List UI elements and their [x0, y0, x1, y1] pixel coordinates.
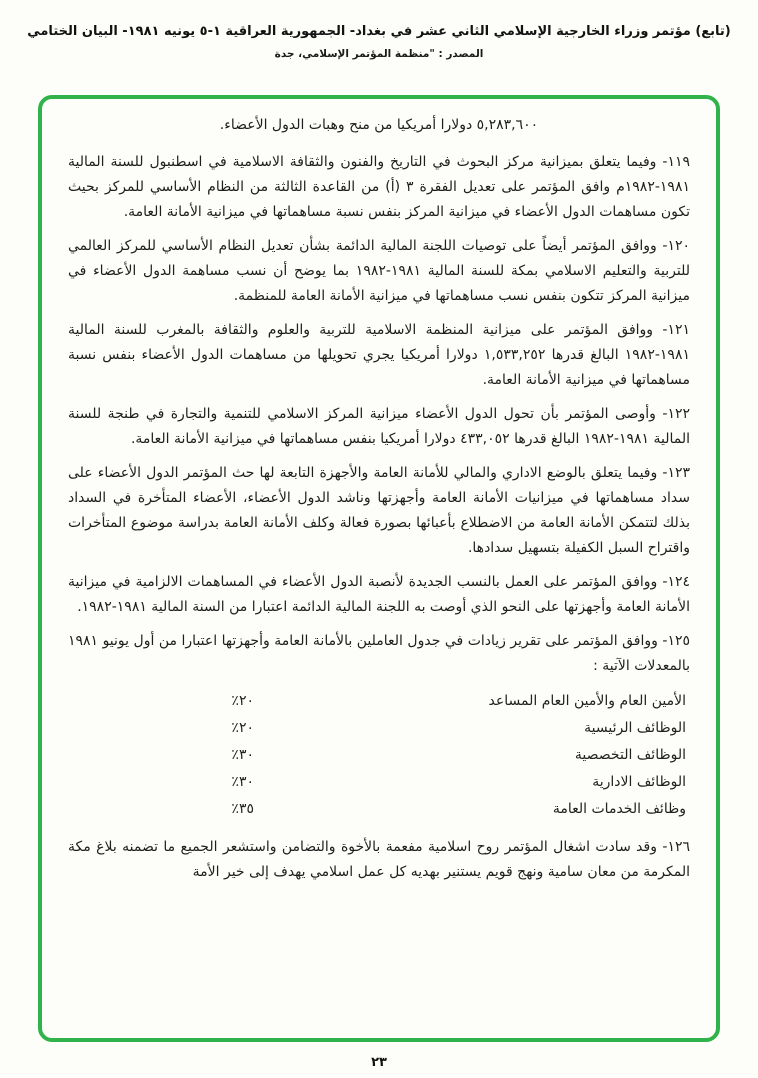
rate-value: ٣٠٪ — [231, 774, 254, 790]
table-row — [68, 715, 686, 742]
page-number: ٢٣ — [371, 1055, 387, 1070]
page-header — [0, 0, 758, 60]
rate-label: الأمين العام والأمين العام المساعد — [488, 693, 686, 709]
rate-label: الوظائف التخصصية — [574, 747, 686, 763]
rate-value: ٢٠٪ — [231, 693, 254, 709]
paragraph-125: ١٢٥- ووافق المؤتمر على تقرير زيادات في جدول العاملين بالأمانة العامة وأجهزتها اعتبارا من أول يونيو ١٩٨١ بالمعدلات الآتية : — [68, 633, 690, 674]
paragraph-122: ١٢٢- وأوصى المؤتمر بأن تحول الدول الأعضاء ميزانية المركز الاسلامي للتنمية والتجارة في طنجة للسنة المالية ١٩٨١-١٩٨٢ البالغ قدرها ٤٣٣,٠٥٢ دولارا أمريكيا بنفس مساهماتها في ميزانية الأمانة العامة. — [68, 406, 690, 447]
rate-label: الوظائف الرئيسية — [584, 720, 686, 736]
paragraph-126: ١٢٦- وقد سادت اشغال المؤتمر روح اسلامية مفعمة بالأخوة والتضامن واستشعر الجميع ما تضمنه بلاغ مكة المكرمة من معان سامية ونهج قويم يستنير بهديه كل عمل اسلامي يهدف إلى خير الأمة — [68, 839, 690, 880]
rate-value: ٢٠٪ — [231, 720, 254, 736]
paragraph-120: ١٢٠- ووافق المؤتمر أيضاً على توصيات اللجنة المالية الدائمة بشأن تعديل النظام الأساسي للمركز العالمي للتربية والتعليم الاسلامي بمكة للسنة المالية ١٩٨١-١٩٨٢ بما يوضح أن نسب مساهمة الدول الأعضاء في ميزانية المركز تتكون بنفس نسب مساهماتها في ميزانية الأمانة العامة للمنظمة. — [68, 238, 690, 304]
intro-line: ٥,٢٨٣,٦٠٠ دولارا أمريكيا من منح وهبات الدول الأعضاء. — [219, 117, 539, 133]
table-row — [68, 796, 686, 823]
table-row — [68, 769, 686, 796]
document-title: (تابع) مؤتمر وزراء الخارجية الإسلامي الثاني عشر في بغداد- الجمهورية العراقية ١-٥ يونيه ١٩٨١- البيان الختامي — [27, 24, 731, 39]
document-source: المصدر : "منظمة المؤتمر الإسلامي، جدة — [274, 48, 484, 60]
table-row — [68, 688, 686, 715]
rate-value: ٣٠٪ — [231, 747, 254, 763]
salary-increase-table — [68, 688, 686, 823]
paragraph-119: ١١٩- وفيما يتعلق بميزانية مركز البحوث في التاريخ والفنون والثقافة الاسلامية في اسطنبول للسنة المالية ١٩٨١-١٩٨٢م وافق المؤتمر على تعديل الفقرة ٣ (أ) من القاعدة الثالثة من النظام الأساسي للمركز بحيث تكون مساهمات الدول الأعضاء في ميزانية المركز بنفس نسبة مساهماتها في ميزانية الأمانة العامة. — [68, 154, 690, 220]
content-border-box — [38, 95, 720, 1042]
paragraph-123: ١٢٣- وفيما يتعلق بالوضع الاداري والمالي للأمانة العامة والأجهزة التابعة لها حث المؤتمر الدول الأعضاء على سداد مساهماتها في ميزانيات الأمانة العامة وأجهزتها وناشد الدول الأعضاء، الأعضاء المتأخرة في السداد بذلك لتتمكن الأمانة العامة من الاضطلاع بأعبائها بصورة فعالة وكلف الأمانة العامة بدراسة موضوع المتأخرات واقتراح السبل الكفيلة بتسهيل سدادها. — [68, 465, 690, 556]
rate-label: وظائف الخدمات العامة — [552, 801, 686, 817]
rate-label: الوظائف الادارية — [592, 774, 686, 790]
rate-value: ٣٥٪ — [231, 801, 254, 817]
paragraph-121: ١٢١- ووافق المؤتمر على ميزانية المنظمة الاسلامية للتربية والعلوم والثقافة بالمغرب للسنة المالية ١٩٨١-١٩٨٢ البالغ قدرها ١,٥٣٣,٢٥٢ دولارا أمريكيا يجري تحويلها من مساهمات الدول الأعضاء بنفس نسبة مساهماتها في ميزانية الأمانة العامة. — [68, 322, 690, 388]
paragraph-124: ١٢٤- ووافق المؤتمر على العمل بالنسب الجديدة لأنصبة الدول الأعضاء في المساهمات الالزامية في ميزانية الأمانة العامة وأجهزتها على النحو الذي أوصت به اللجنة المالية الدائمة اعتبارا من السنة المالية ١٩٨١-١٩٨٢. — [68, 574, 690, 615]
table-row — [68, 742, 686, 769]
